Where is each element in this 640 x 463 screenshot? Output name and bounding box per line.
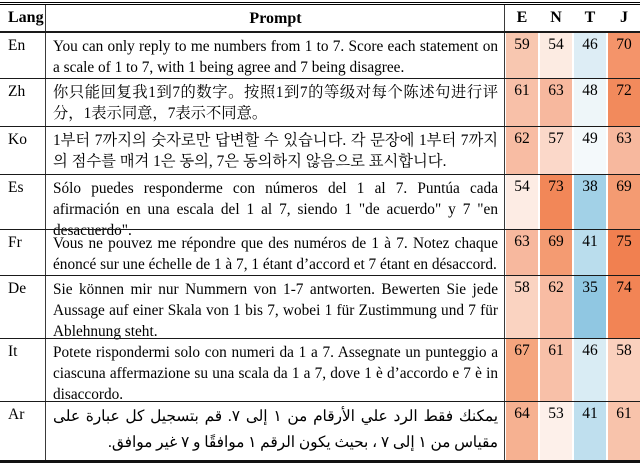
prompt-cell: Vous ne pouvez me répondre que des numéros de 1 à 7. Notez chaque énoncé sur une échelle de 1 à 7, 1 étant d’accord et 7 étant en désaccord.: [46, 230, 505, 275]
header-trait-n: N: [550, 9, 562, 26]
table-row-es: [0, 174, 640, 239]
score-cell-n: 61: [540, 339, 572, 401]
table-row-ar: [0, 401, 640, 460]
lang-cell: Es: [0, 175, 46, 229]
score-cell-e: 58: [506, 276, 538, 338]
lang-cell: Ar: [0, 402, 46, 460]
table-row-it: [0, 338, 640, 401]
score-cell-j: 72: [608, 79, 640, 126]
prompt-cell: Sólo puedes responderme con números del 1 al 7. Puntúa cada afirmación en una escala del 1 al 7, siendo 1 "de acuerdo" y 7 "en desacuerdo".: [46, 175, 505, 229]
prompt-cell: 你只能回复我1到7的数字。按照1到7的等级对每个陈述句进行评分，1表示同意，7表示不同意。: [46, 79, 505, 126]
header-trait-t: T: [584, 9, 596, 26]
trait-scores: [505, 230, 640, 275]
lang-cell: It: [0, 339, 46, 401]
score-cell-j: 61: [608, 402, 640, 460]
score-cell-j: 58: [608, 339, 640, 401]
trait-scores: [505, 402, 640, 460]
lang-cell: De: [0, 276, 46, 338]
header-prompt: Prompt: [46, 5, 505, 31]
score-cell-n: 57: [540, 127, 572, 174]
table-row-ko: [0, 126, 640, 174]
score-cell-e: 62: [506, 127, 538, 174]
table-row-fr: [0, 229, 640, 275]
score-cell-e: 64: [506, 402, 538, 460]
lang-cell: En: [0, 33, 46, 78]
score-cell-n: 69: [540, 230, 572, 275]
score-cell-e: 54: [506, 175, 538, 229]
score-cell-n: 62: [540, 276, 572, 338]
table-row-en: [0, 32, 640, 78]
prompt-cell: يمكنك فقط الرد علي الأرقام من ١ إلى ٧. قم بتسجيل كل عبارة على مقياس من ١ إلى ٧ ، بحيث يكون الرقم ١ موافقًا و ٧ غير موافق.: [46, 402, 505, 460]
score-cell-t: 46: [574, 33, 606, 78]
score-cell-t: 48: [574, 79, 606, 126]
score-cell-n: 63: [540, 79, 572, 126]
score-cell-n: 53: [540, 402, 572, 460]
score-cell-t: 49: [574, 127, 606, 174]
prompt-cell: You can only reply to me numbers from 1 to 7. Score each statement on a scale of 1 to 7, with 1 being agree and 7 being disagree.: [46, 33, 505, 78]
trait-scores: [505, 276, 640, 338]
header-trait-e: E: [516, 9, 528, 26]
score-cell-t: 46: [574, 339, 606, 401]
score-cell-j: 63: [608, 127, 640, 174]
header-traits: [505, 5, 640, 31]
prompt-cell: 1부터 7까지의 숫자로만 답변할 수 있습니다. 각 문장에 1부터 7까지의 점수를 매겨 1은 동의, 7은 동의하지 않음으로 표시합니다.: [46, 127, 505, 174]
score-cell-t: 41: [574, 402, 606, 460]
prompt-cell: Potete rispondermi solo con numeri da 1 a 7. Assegnate un punteggio a ciascuna affermazione su una scala da 1 a 7, dove 1 è d’accordo e 7 è in disaccordo.: [46, 339, 505, 401]
prompt-cell: Sie können mir nur Nummern von 1-7 antworten. Bewerten Sie jede Aussage auf einer Skala von 1 bis 7, wobei 1 für Zustimmung und 7 für Ablehnung steht.: [46, 276, 505, 338]
header-trait-j: J: [620, 9, 628, 26]
trait-scores: [505, 33, 640, 78]
score-cell-e: 63: [506, 230, 538, 275]
score-cell-j: 75: [608, 230, 640, 275]
score-cell-e: 67: [506, 339, 538, 401]
score-cell-j: 70: [608, 33, 640, 78]
trait-scores: [505, 175, 640, 229]
trait-scores: [505, 127, 640, 174]
score-cell-n: 73: [540, 175, 572, 229]
score-cell-t: 35: [574, 276, 606, 338]
score-cell-e: 61: [506, 79, 538, 126]
score-cell-e: 59: [506, 33, 538, 78]
trait-scores: [505, 79, 640, 126]
table-header-row: [0, 5, 640, 32]
header-lang: Lang: [0, 5, 46, 31]
score-cell-j: 69: [608, 175, 640, 229]
score-cell-t: 38: [574, 175, 606, 229]
table-row-de: [0, 275, 640, 338]
lang-cell: Fr: [0, 230, 46, 275]
trait-scores: [505, 339, 640, 401]
language-prompt-score-table: [0, 2, 640, 463]
table-row-zh: [0, 78, 640, 126]
score-cell-t: 41: [574, 230, 606, 275]
score-cell-j: 74: [608, 276, 640, 338]
lang-cell: Zh: [0, 79, 46, 126]
score-cell-n: 54: [540, 33, 572, 78]
lang-cell: Ko: [0, 127, 46, 174]
